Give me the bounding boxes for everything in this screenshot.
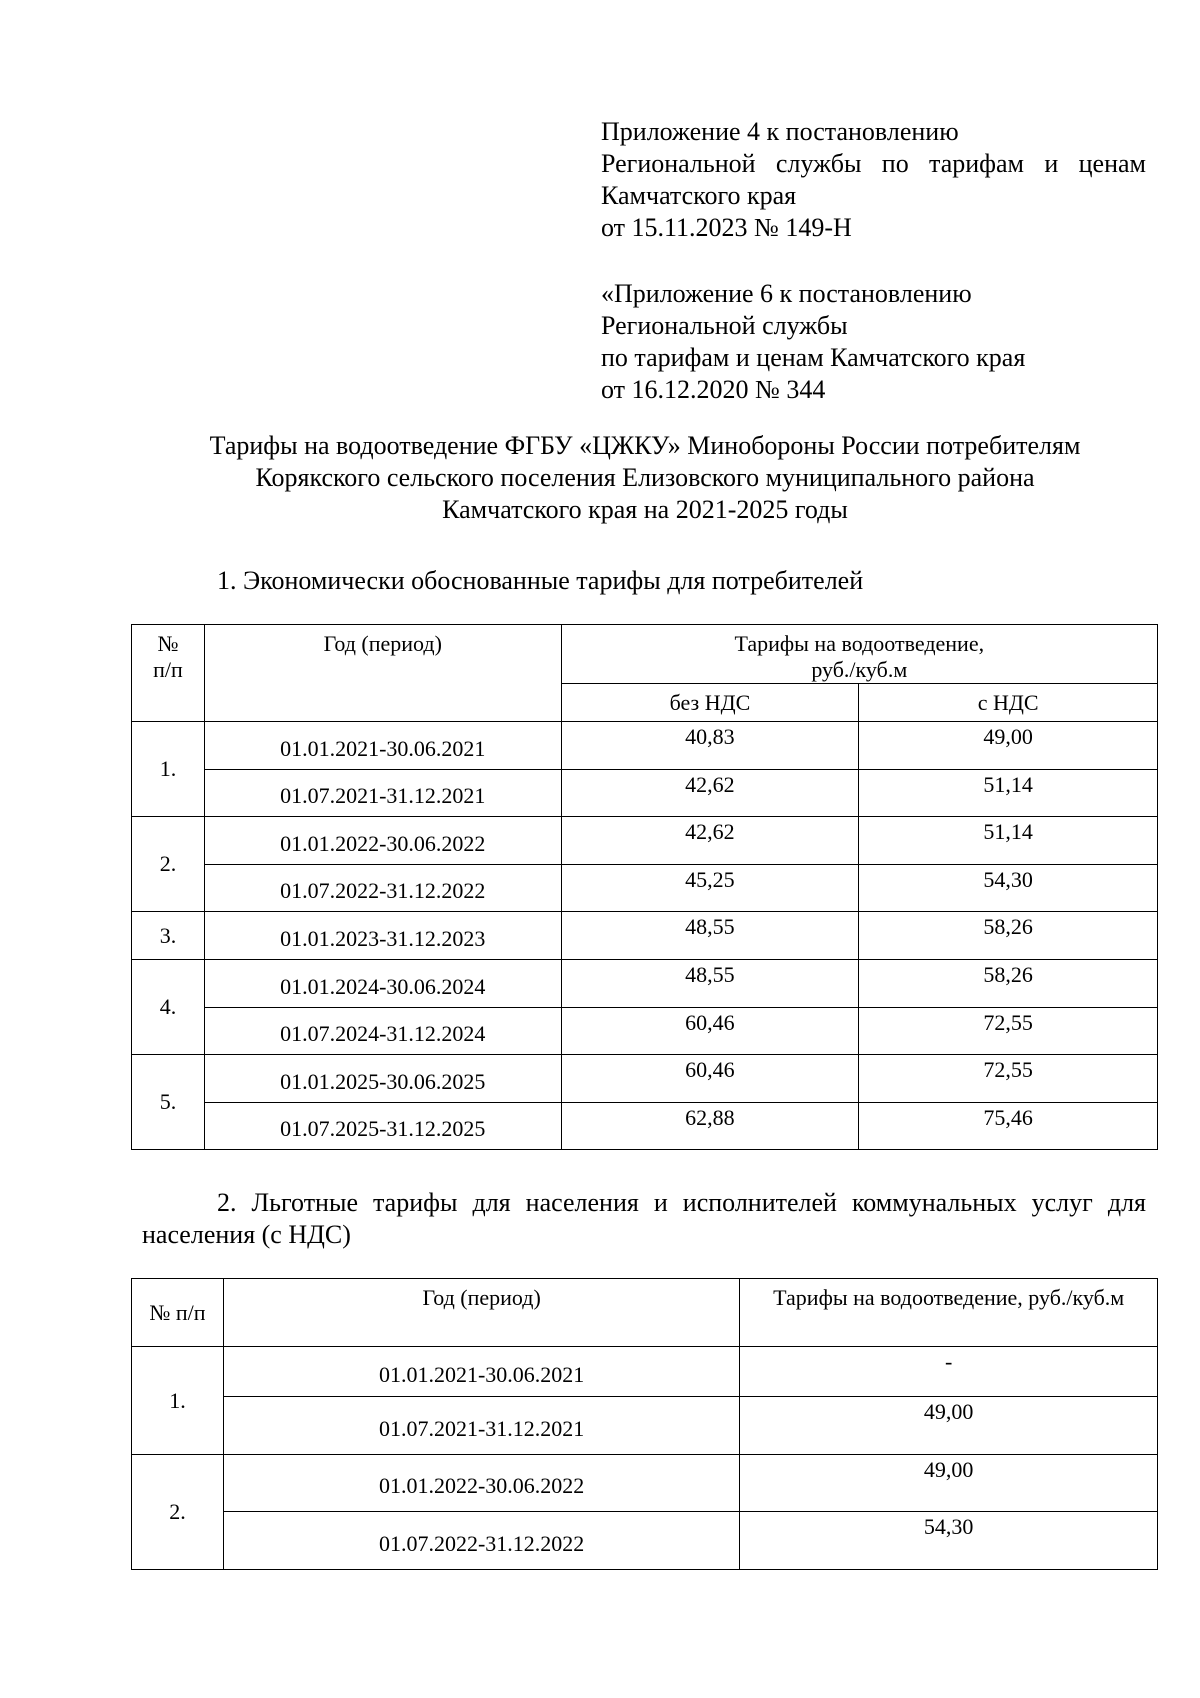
- header-tariff: Тарифы на водоотведение, руб./куб.м: [740, 1279, 1158, 1347]
- value-no-vat: 42,62: [561, 770, 859, 817]
- row-number: 3.: [132, 912, 205, 960]
- row-period: 01.07.2022-31.12.2022: [204, 865, 561, 912]
- table-row: [132, 1455, 1158, 1512]
- value-no-vat: 42,62: [561, 817, 859, 865]
- table-row: [132, 912, 1158, 960]
- table-row: [132, 865, 1158, 912]
- appendix-reference-current: [601, 116, 1146, 244]
- header-period: Год (период): [223, 1279, 739, 1347]
- value-with-vat: 51,14: [859, 770, 1158, 817]
- row-period: 01.01.2022-30.06.2022: [204, 817, 561, 865]
- document-title: [0, 430, 1200, 526]
- value-with-vat: 58,26: [859, 912, 1158, 960]
- row-number: 5.: [132, 1055, 205, 1150]
- section-2-heading-line: населения (с НДС): [142, 1220, 351, 1249]
- row-period: 01.07.2024-31.12.2024: [204, 1008, 561, 1055]
- table-row: [132, 1397, 1158, 1455]
- row-period: 01.01.2023-31.12.2023: [204, 912, 561, 960]
- economic-tariffs-table: [131, 624, 1158, 1150]
- value-no-vat: 40,83: [561, 722, 859, 770]
- row-number: 4.: [132, 960, 205, 1055]
- row-period: 01.07.2022-31.12.2022: [223, 1512, 739, 1570]
- row-period: 01.01.2025-30.06.2025: [204, 1055, 561, 1103]
- table-row: [132, 1055, 1158, 1103]
- appendix-line: Региональной службы по тарифам и ценам: [601, 149, 1146, 178]
- table-row: [132, 770, 1158, 817]
- value-tariff: -: [740, 1347, 1158, 1397]
- table-row: [132, 1347, 1158, 1397]
- value-no-vat: 60,46: [561, 1055, 859, 1103]
- header-no-vat: без НДС: [561, 684, 859, 722]
- header-period: Год (период): [204, 625, 561, 722]
- row-number: 2.: [132, 1455, 224, 1570]
- value-with-vat: 49,00: [859, 722, 1158, 770]
- header-with-vat: с НДС: [859, 684, 1158, 722]
- appendix-line: «Приложение 6 к постановлению: [601, 279, 972, 308]
- preferential-tariffs-table: [131, 1278, 1158, 1570]
- appendix-line: по тарифам и ценам Камчатского края: [601, 343, 1026, 372]
- table-row: [132, 960, 1158, 1008]
- appendix-line: Региональной службы: [601, 311, 848, 340]
- title-line: Корякского сельского поселения Елизовского муниципального района: [255, 463, 1035, 492]
- table-row: [132, 1103, 1158, 1150]
- row-period: 01.01.2022-30.06.2022: [223, 1455, 739, 1512]
- row-number: 1.: [132, 722, 205, 817]
- section-1-heading: 1. Экономически обоснованные тарифы для потребителей: [217, 566, 864, 595]
- header-tariff: Тарифы на водоотведение, руб./куб.м: [561, 625, 1157, 684]
- value-no-vat: 48,55: [561, 912, 859, 960]
- row-period: 01.07.2021-31.12.2021: [204, 770, 561, 817]
- row-number: 1.: [132, 1347, 224, 1455]
- appendix-line: Камчатского края: [601, 181, 797, 210]
- row-period: 01.01.2021-30.06.2021: [204, 722, 561, 770]
- appendix-line: от 15.11.2023 № 149-Н: [601, 213, 852, 242]
- value-with-vat: 54,30: [859, 865, 1158, 912]
- value-no-vat: 45,25: [561, 865, 859, 912]
- header-number: № п/п: [132, 1279, 224, 1347]
- appendix-reference-original: [601, 278, 1146, 406]
- row-period: 01.01.2021-30.06.2021: [223, 1347, 739, 1397]
- value-no-vat: 60,46: [561, 1008, 859, 1055]
- row-period: 01.07.2021-31.12.2021: [223, 1397, 739, 1455]
- section-2-heading-line: 2. Льготные тарифы для населения и исполнителей коммунальных услуг для: [217, 1188, 1146, 1217]
- table-row: [132, 1512, 1158, 1570]
- appendix-line: Приложение 4 к постановлению: [601, 117, 959, 146]
- row-number: 2.: [132, 817, 205, 912]
- row-period: 01.07.2025-31.12.2025: [204, 1103, 561, 1150]
- value-with-vat: 75,46: [859, 1103, 1158, 1150]
- value-no-vat: 62,88: [561, 1103, 859, 1150]
- title-line: Тарифы на водоотведение ФГБУ «ЦЖКУ» Минобороны России потребителям: [209, 431, 1081, 460]
- table-row: [132, 1008, 1158, 1055]
- value-with-vat: 72,55: [859, 1008, 1158, 1055]
- table-row: [132, 722, 1158, 770]
- value-tariff: 54,30: [740, 1512, 1158, 1570]
- section-2-heading: [142, 1187, 1146, 1251]
- appendix-line: от 16.12.2020 № 344: [601, 375, 826, 404]
- header-number: № п/п: [132, 625, 205, 722]
- value-tariff: 49,00: [740, 1397, 1158, 1455]
- table-row: [132, 817, 1158, 865]
- row-period: 01.01.2024-30.06.2024: [204, 960, 561, 1008]
- value-no-vat: 48,55: [561, 960, 859, 1008]
- value-with-vat: 72,55: [859, 1055, 1158, 1103]
- value-tariff: 49,00: [740, 1455, 1158, 1512]
- title-line: Камчатского края на 2021-2025 годы: [442, 495, 848, 524]
- value-with-vat: 58,26: [859, 960, 1158, 1008]
- value-with-vat: 51,14: [859, 817, 1158, 865]
